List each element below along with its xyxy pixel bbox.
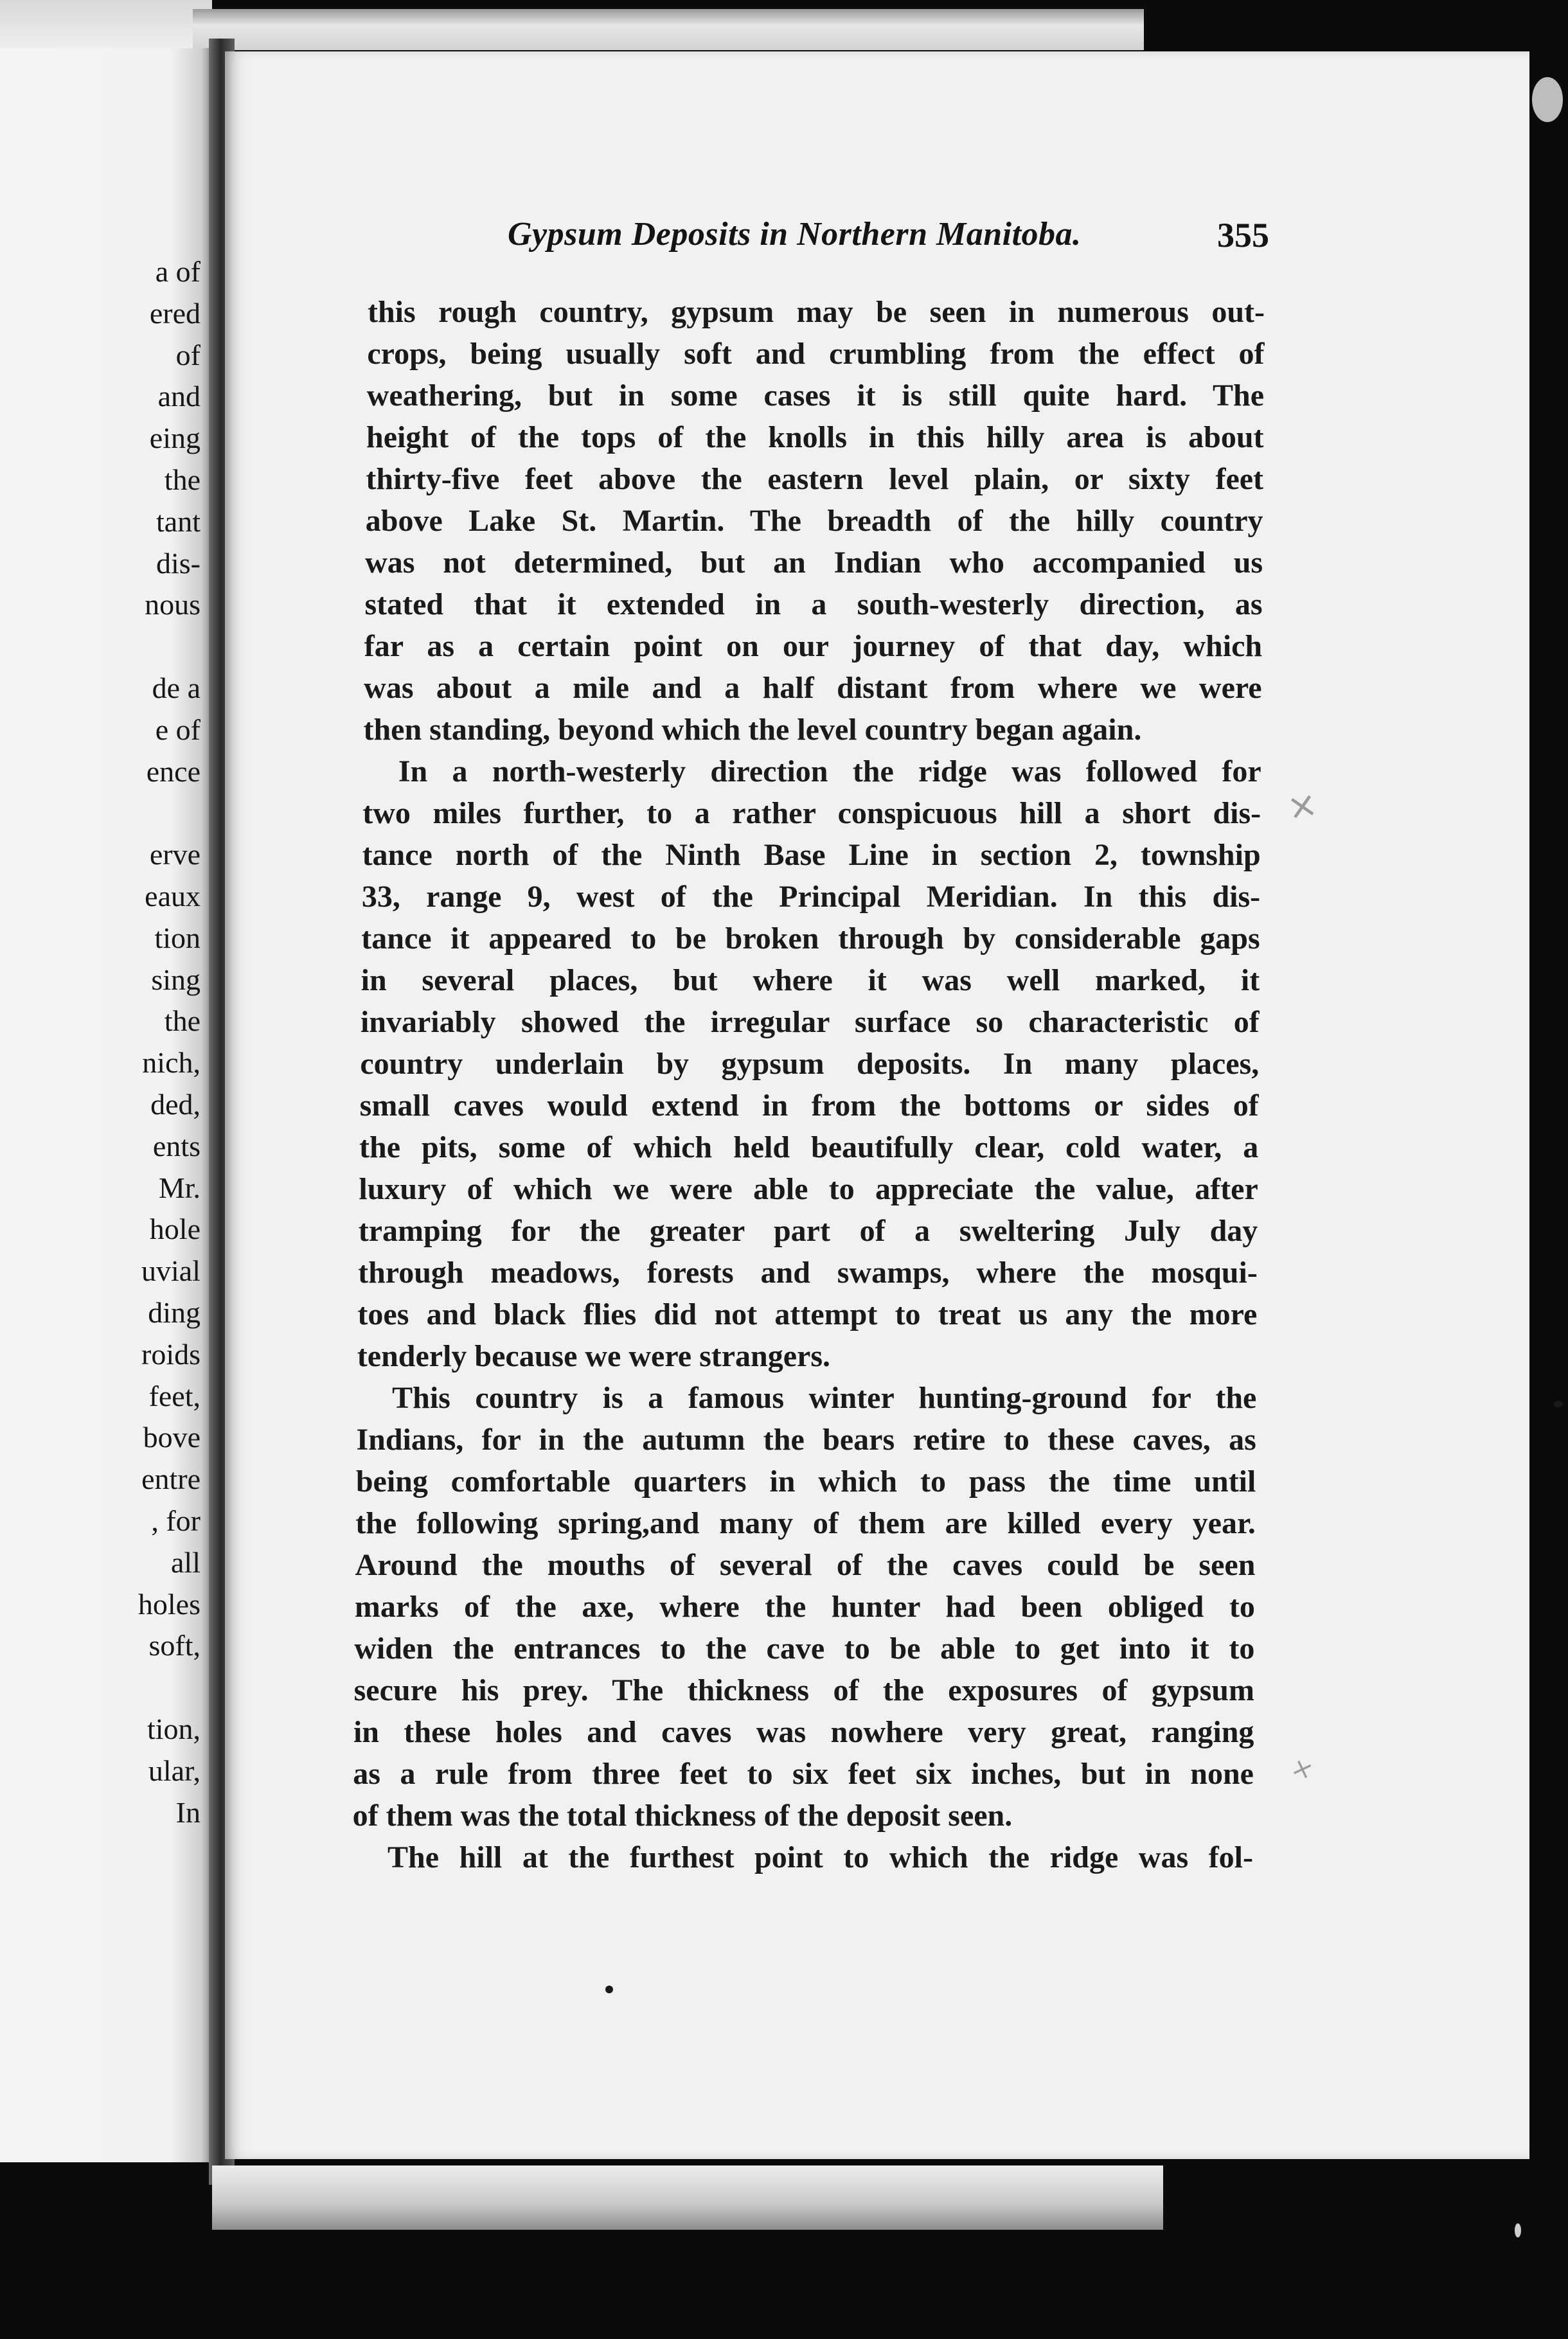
left-page-top-edge [0,0,212,51]
running-head [508,215,1269,260]
body-text-line: tenderly because we were strangers. [357,1339,831,1373]
margin-pencil-mark: × [1283,783,1321,830]
body-text-line: country underlain by gypsum deposits. In many places, [360,1047,1260,1081]
left-page-line-fragment: and [157,380,200,413]
body-text-line: stated that it extended in a south-westerly direction, as [364,587,1263,621]
body-text-line: tance north of the Ninth Base Line in section 2, township [362,838,1261,872]
left-page-line-fragment: tant [156,504,200,538]
body-text-line: Indians, for in the autumn the bears retire to these caves, as [356,1423,1256,1457]
left-page-line-fragment: nous [145,588,200,621]
left-page-line-fragment: the [164,463,200,496]
page-top-edge [193,9,1144,50]
left-page-line-fragment: e of [155,713,200,746]
body-text-line: far as a certain point on our journey of that day, which [364,629,1263,663]
body-text-line: was not determined, but an Indian who accompanied us [365,546,1263,580]
left-page-line-fragment: ence [146,754,200,788]
left-page-line-fragment: eaux [145,880,200,912]
body-text-line: two miles further, to a rather conspicuous hill a short dis- [362,796,1261,830]
body-text-line: in several places, but where it was well marked, it [361,963,1260,997]
edge-speck [1554,1401,1563,1407]
left-page-line-fragment: holes [138,1587,200,1621]
left-page-line-fragment: roids [141,1337,200,1371]
body-text-line: tance it appeared to be broken through by considerable gaps [361,921,1260,956]
body-text-line: invariably showed the irregular surface so characteristic of [360,1005,1260,1039]
left-page-line-fragment: ular, [148,1754,200,1787]
margin-pencil-mark: × [1287,1751,1318,1787]
left-page-line-fragment: ding [148,1296,200,1329]
body-text-line: weathering, but in some cases it is still quite hard. The [366,378,1264,413]
left-page-line-fragment: dis- [156,546,200,580]
left-page-line-fragment: of [175,338,200,371]
left-page-line-fragment: the [164,1004,200,1038]
body-text-line: this rough country, gypsum may be seen in numerous out- [368,295,1265,329]
edge-speck [1515,2223,1521,2237]
body-text-line: Around the mouths of several of the caves could be seen [355,1548,1256,1582]
left-page-line-fragment: uvial [141,1254,200,1288]
body-text-line: height of the tops of the knolls in this hilly area is about [366,420,1264,454]
left-page-line-fragment: a of [155,255,200,288]
body-text-line: the pits, some of which held beautifully clear, cold water, a [359,1130,1259,1164]
body-text-line: In a north-westerly direction the ridge was followed for [398,754,1261,788]
left-page-line-fragment: ents [152,1129,200,1162]
left-page-line-fragment: Mr. [158,1171,200,1204]
left-page-line-fragment: In [175,1795,200,1829]
page-bottom-edge [212,2166,1163,2230]
page-number: 355 [1217,216,1269,254]
body-text-line: above Lake St. Martin. The breadth of the hilly country [365,504,1263,538]
body-text-line: toes and black flies did not attempt to treat us any the more [357,1297,1258,1331]
left-page-line-fragment: , for [151,1504,200,1537]
body-text-line: then standing, beyond which the level country began again. [363,713,1142,747]
left-page-line-fragment: feet, [148,1379,200,1412]
body-text-line: small caves would extend in from the bottoms or sides of [359,1089,1259,1123]
body-text-line: thirty-five feet above the eastern level plain, or sixty feet [366,462,1264,496]
body-text-line: secure his prey. The thickness of the exposures of gypsum [353,1673,1254,1707]
body-text-line: The hill at the furthest point to which the ridge was fol- [388,1840,1253,1874]
left-page-line-fragment: soft, [148,1629,200,1662]
left-page-line-fragment: erve [149,838,200,871]
left-facing-page [0,48,212,2162]
left-page-line-fragment: nich, [142,1046,200,1080]
running-head-title: Gypsum Deposits in Northern Manitoba. [508,216,1082,253]
left-page-line-fragment: entre [141,1463,200,1496]
left-page-line-fragment: all [171,1545,200,1579]
body-text-line: being comfortable quarters in which to pass the time until [355,1464,1256,1499]
body-text-line: widen the entrances to the cave to be able to get into it to [354,1632,1255,1666]
ink-speck [605,1986,613,1993]
body-text-line: as a rule from three feet to six feet six inches, but in none [353,1757,1254,1791]
left-page-line-fragment: de a [152,671,200,704]
corner-blot [1532,77,1563,122]
body-text-line: the following spring,and many of them are killed every year. [355,1506,1256,1540]
body-text-line: tramping for the greater part of a sweltering July day [358,1214,1258,1248]
body-text-line: crops, being usually soft and crumbling from the effect of [367,337,1265,371]
left-page-line-fragment: tion, [147,1712,200,1745]
body-text-line: marks of the axe, where the hunter had been obliged to [354,1590,1255,1624]
left-page-line-fragment: tion [154,921,200,954]
body-text-line: in these holes and caves was nowhere very great, ranging [353,1715,1254,1749]
left-page-line-fragment: ded, [150,1088,200,1121]
left-page-line-fragment: sing [151,963,200,996]
body-text-line: luxury of which we were able to appreciate the value, after [359,1172,1258,1206]
left-page-line-fragment: bove [143,1421,200,1454]
left-page-line-fragment: ered [149,296,200,330]
body-text-line: This country is a famous winter hunting-ground for the [392,1381,1257,1415]
left-page-line-fragment: eing [149,422,200,455]
body-text-line: 33, range 9, west of the Principal Meridian. In this dis- [361,880,1261,914]
left-page-line-fragment: hole [149,1213,200,1246]
body-text-line: was about a mile and a half distant from where we were [364,671,1262,705]
body-text-line: of them was the total thickness of the deposit seen. [352,1799,1013,1833]
body-text-line: through meadows, forests and swamps, where the mosqui- [358,1256,1258,1290]
